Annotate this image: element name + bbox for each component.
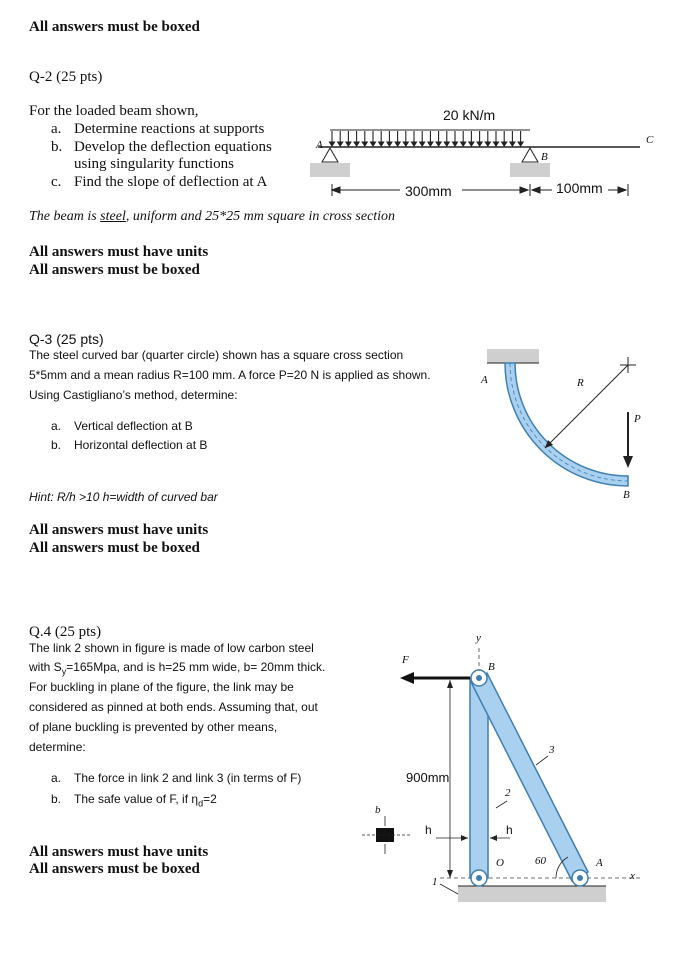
q3-item-a-marker: a. [51,419,62,433]
q3-text-line-2: 5*5mm and a mean radius R=100 mm. A force P=20 N is applied as shown. [29,368,431,382]
q4-a-label: A [596,857,603,869]
q4-o-label: O [496,857,504,869]
q2-item-b-marker: b. [51,139,63,155]
q4-force-label: F [402,654,409,666]
q2-point-b: B [541,151,548,163]
q2-note-prefix: The beam is [29,209,101,224]
q2-units-note: All answers must have units [29,244,209,260]
ground [458,886,606,902]
q4-line-2-sub: y [61,666,67,677]
q4-height-label: 900mm [406,770,450,785]
q4-line-2-post: =165Mpa, and is h=25 mm wide, b= 20mm thick. [66,660,326,674]
q3-text-line-1: The steel curved bar (quarter circle) shown has a square cross section [29,348,404,362]
q2-load-label: 20 kN/m [443,107,496,123]
q2-item-b: Develop the deflection equations [74,139,272,155]
q4-link-3-label: 3 [549,744,555,756]
q4-item-a-marker: a. [51,771,62,785]
q2-item-b-continued: using singularity functions [74,156,234,172]
q2-overhang-label: 100mm [556,180,603,196]
q4-line-1: The link 2 shown in figure is made of low carbon steel [29,641,314,655]
q4-item-b-post: =2 [203,792,217,806]
q3-item-b: Horizontal deflection at B [74,438,208,452]
q4-line-5: of plane buckling is prevented by other means, [29,720,278,734]
q2-point-c: C [646,134,654,146]
q4-angle-label: 60 [535,855,546,867]
q4-b-thickness-label: b [375,804,381,816]
q4-line-4: considered as pinned at both ends. Assuming that, out [29,700,318,714]
q4-b-label: B [488,661,495,673]
q3-point-b: B [623,489,630,501]
q4-item-b-sub: d [198,798,204,809]
q2-intro: For the loaded beam shown, [29,103,199,119]
q3-radius-label: R [577,377,584,389]
q2-item-a: Determine reactions at supports [74,121,265,137]
q2-note-suffix: , uniform and 25*25 mm square in cross section [125,209,396,224]
q3-point-a: A [481,374,488,386]
q4-item-b-marker: b. [51,792,62,806]
q3-text-line-3: Using Castigliano’s method, determine: [29,388,238,402]
q3-item-b-marker: b. [51,438,62,452]
q3-hint: Hint: R/h >10 h=width of curved bar [29,490,218,504]
q4-item-b-pre: The safe value of F, if η [74,792,199,806]
q4-one-label: 1 [432,876,438,888]
q2-item-a-marker: a. [51,121,62,137]
q4-title: Q.4 (25 pts) [29,624,102,640]
q4-h-label-left: h [425,823,432,837]
q2-point-a: A [316,139,323,151]
q4-boxed-note: All answers must be boxed [29,861,200,877]
q3-force-label: P [634,413,641,425]
q4-h-label-right: h [506,823,513,837]
q4-line-3: For buckling in plane of the figure, the link may be [29,680,294,694]
q2-item-c-marker: c. [51,174,62,190]
q4-units-note: All answers must have units [29,844,209,860]
header-note: All answers must be boxed [29,19,200,35]
q2-title: Q-2 (25 pts) [29,69,103,85]
q4-y-label: y [476,632,481,644]
q4-line-2-pre: with S [29,660,62,674]
q3-title: Q-3 (25 pts) [29,331,104,347]
q3-boxed-note: All answers must be boxed [29,540,200,556]
q2-boxed-note: All answers must be boxed [29,262,200,278]
q3-units-note: All answers must have units [29,522,209,538]
q3-item-a: Vertical deflection at B [74,419,193,433]
q4-link-2-label: 2 [505,787,511,799]
q4-item-a: The force in link 2 and link 3 (in terms of F) [74,771,302,785]
q4-line-6: determine: [29,740,86,754]
q2-span-label: 300mm [405,183,452,199]
q2-item-c: Find the slope of deflection at A [74,174,268,190]
q4-x-label: x [630,870,635,882]
q2-note-steel: steel [100,209,126,224]
